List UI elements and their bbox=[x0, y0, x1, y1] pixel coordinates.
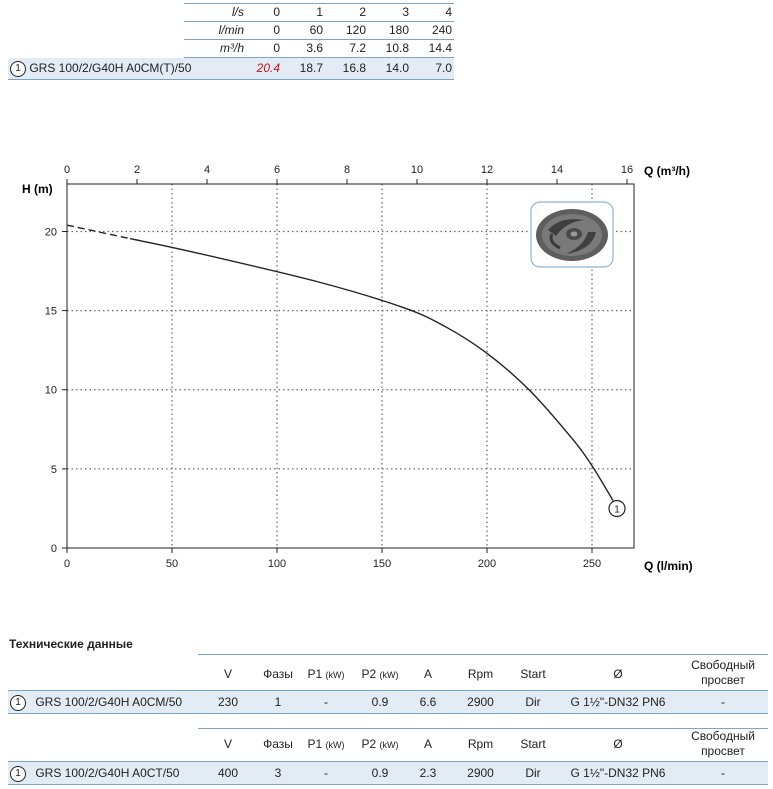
header-p1: P1 (kW) bbox=[307, 737, 345, 751]
curve-marker-icon: 1 bbox=[10, 695, 26, 711]
header-phases: Фазы bbox=[263, 737, 293, 751]
impeller-photo-icon bbox=[531, 202, 613, 267]
tech-cell: 0.9 bbox=[371, 766, 389, 780]
tech-cell: G 1½"-DN32 PN6 bbox=[570, 695, 666, 709]
pump-curve-chart bbox=[0, 150, 773, 580]
unit-label: l/s bbox=[232, 5, 244, 19]
table-cell: 120 bbox=[345, 23, 366, 37]
x-axis-label: Q (l/min) bbox=[644, 559, 693, 573]
table-cell: 240 bbox=[431, 23, 452, 37]
table-cell: 2 bbox=[359, 5, 366, 19]
x2-tick-label: 2 bbox=[133, 164, 141, 176]
unit-label: m³/h bbox=[220, 41, 244, 55]
table-cell: 60 bbox=[309, 23, 323, 37]
flow-row-ls bbox=[8, 4, 454, 21]
tech-cell: 1 bbox=[274, 695, 282, 709]
curve-series bbox=[67, 225, 625, 516]
tech-model bbox=[10, 691, 182, 713]
tech-cell: Dir bbox=[525, 766, 541, 780]
x2-tick-label: 4 bbox=[203, 164, 211, 176]
tech-cell: 230 bbox=[217, 695, 239, 709]
table-cell: 0 bbox=[273, 41, 280, 55]
table-cell: 0 bbox=[273, 23, 280, 37]
flow-row-m3h bbox=[8, 40, 454, 57]
curve-marker-label: 1 bbox=[614, 504, 620, 516]
header-rpm: Rpm bbox=[467, 667, 494, 681]
tech-cell: 2.3 bbox=[419, 766, 437, 780]
flow-row-lmin bbox=[8, 22, 454, 39]
x2-axis-label: Q (m³/h) bbox=[644, 164, 690, 178]
header-a: A bbox=[423, 667, 432, 681]
x-tick-label: 0 bbox=[63, 558, 71, 570]
tech-model-name: GRS 100/2/G40H A0CT/50 bbox=[35, 766, 180, 780]
x2-tick-label: 16 bbox=[620, 164, 634, 176]
table-cell: 14.4 bbox=[428, 41, 452, 55]
curve-marker-icon: 1 bbox=[10, 766, 26, 782]
model-name: GRS 100/2/G40H A0CM(T)/50 bbox=[29, 61, 192, 75]
header-p2: P2 (kW) bbox=[361, 737, 399, 751]
table-cell: 3 bbox=[402, 5, 409, 19]
table-cell: 180 bbox=[388, 23, 409, 37]
head-value: 16.8 bbox=[342, 61, 366, 75]
y-tick-label: 5 bbox=[50, 463, 57, 476]
x-tick-label: 150 bbox=[372, 558, 392, 570]
header-p1: P1 (kW) bbox=[307, 667, 345, 681]
x2-tick-label: 10 bbox=[410, 164, 424, 176]
tech-cell: - bbox=[721, 695, 725, 709]
head-value: 18.7 bbox=[299, 61, 323, 75]
tech-cell: - bbox=[324, 766, 328, 780]
tech-model bbox=[10, 762, 179, 784]
header-diameter: Ø bbox=[613, 737, 623, 751]
header-diameter: Ø bbox=[613, 667, 623, 681]
header-rpm: Rpm bbox=[467, 737, 494, 751]
tech-cell: 400 bbox=[217, 766, 239, 780]
header-clearance: Свободный просвет bbox=[691, 729, 755, 758]
tech-cell: 2900 bbox=[467, 766, 494, 780]
model-label bbox=[10, 58, 191, 79]
curve-line bbox=[130, 239, 613, 501]
table-cell: 1 bbox=[316, 5, 323, 19]
model-row bbox=[8, 58, 454, 79]
table-cell: 3.6 bbox=[306, 41, 323, 55]
table-cell: 7.2 bbox=[349, 41, 366, 55]
header-v: V bbox=[223, 667, 232, 681]
tech-title: Технические данные bbox=[9, 637, 133, 651]
x-tick-label: 200 bbox=[477, 558, 497, 570]
x2-tick-label: 14 bbox=[550, 164, 564, 176]
header-start: Start bbox=[520, 737, 546, 751]
x2-tick-label: 8 bbox=[343, 164, 351, 176]
y-axis-label: H (m) bbox=[22, 182, 53, 196]
tech-cell: - bbox=[721, 766, 725, 780]
tech-cell: 6.6 bbox=[419, 695, 437, 709]
x2-tick-label: 6 bbox=[273, 164, 281, 176]
x-tick-label: 100 bbox=[267, 558, 287, 570]
tech-cell: G 1½"-DN32 PN6 bbox=[570, 766, 666, 780]
y-tick-label: 10 bbox=[44, 384, 57, 397]
y-tick-label: 20 bbox=[44, 226, 57, 239]
curve-marker-icon: 1 bbox=[10, 61, 26, 77]
y-tick-label: 15 bbox=[44, 305, 57, 318]
y-tick-label: 0 bbox=[50, 543, 57, 555]
header-start: Start bbox=[520, 667, 546, 681]
tech-cell: 0.9 bbox=[371, 695, 389, 709]
head-value-max: 20.4 bbox=[256, 61, 280, 75]
x2-tick-label: 12 bbox=[480, 164, 494, 176]
table-cell: 0 bbox=[273, 5, 280, 19]
x-tick-label: 50 bbox=[165, 558, 179, 570]
tech-cell: - bbox=[324, 695, 328, 709]
header-a: A bbox=[423, 737, 432, 751]
head-value: 7.0 bbox=[435, 61, 452, 75]
header-clearance: Свободный просвет bbox=[691, 658, 755, 687]
unit-label: l/min bbox=[218, 23, 244, 37]
tech-cell: 3 bbox=[274, 766, 282, 780]
table-cell: 10.8 bbox=[385, 41, 409, 55]
tech-cell: 2900 bbox=[467, 695, 494, 709]
tech-model-name: GRS 100/2/G40H A0CM/50 bbox=[35, 695, 183, 709]
x-tick-label: 250 bbox=[582, 558, 602, 570]
header-v: V bbox=[223, 737, 232, 751]
x2-tick-label: 0 bbox=[63, 164, 71, 176]
head-value: 14.0 bbox=[385, 61, 409, 75]
header-phases: Фазы bbox=[263, 667, 293, 681]
tech-cell: Dir bbox=[525, 695, 541, 709]
table-cell: 4 bbox=[445, 5, 452, 19]
header-p2: P2 (kW) bbox=[361, 667, 399, 681]
